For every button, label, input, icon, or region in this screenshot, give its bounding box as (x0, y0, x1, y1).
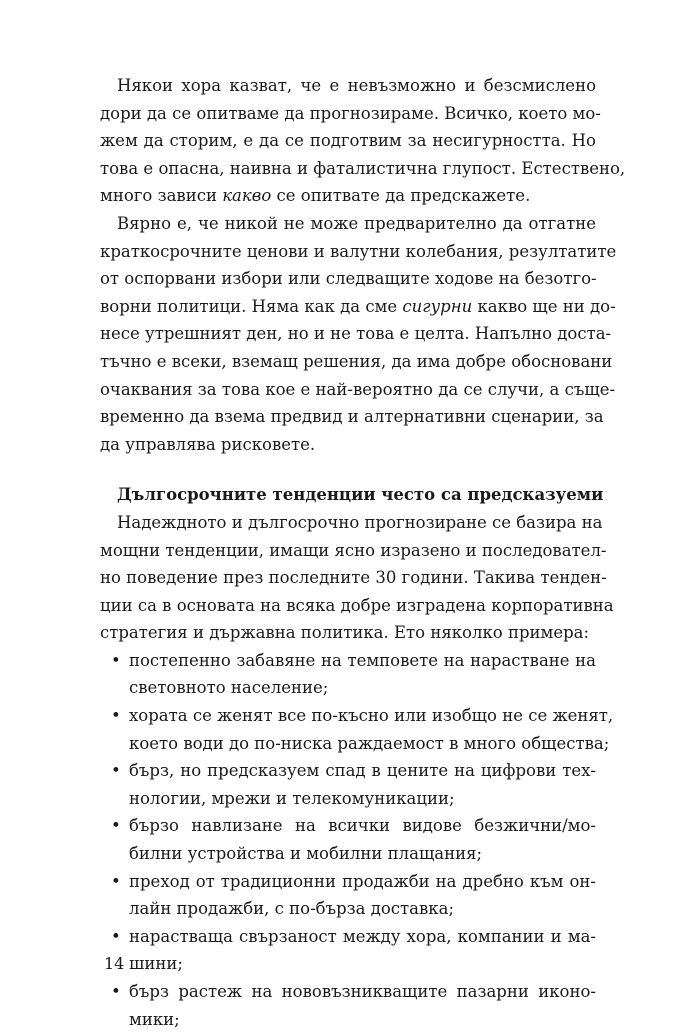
text-line: • постепенно забавяне на темповете на нарастване на (129, 650, 596, 670)
text-line: • бърз растеж на нововъзникващите пазарни иконо- (129, 982, 596, 1001)
text-line: очаквания за това кое е най-вероятно да се случи, а съще- (100, 379, 616, 399)
list-item (105, 647, 596, 702)
paragraph-2 (100, 210, 617, 458)
text-line: тъчно е всеки, вземащ решения, да има добре обосновани (100, 351, 613, 371)
text-line: Някои хора казват, че е невъзможно и безсмислено (117, 76, 596, 95)
text-line: това е опасна, наивна и фаталистична глупост. Естествено, (100, 158, 626, 178)
list-item (105, 978, 596, 1033)
text-line: временно да взема предвид и алтернативни сценарии, за (100, 407, 604, 427)
text-line: мощни тенденции, имащи ясно изразено и последовател- (100, 540, 607, 560)
text-line: • нарастваща свързаност между хора, компании и ма- (129, 926, 596, 946)
paragraph-3 (100, 509, 614, 647)
emphasis-text: какво (222, 186, 272, 206)
paragraph-1 (100, 72, 626, 210)
list-item (105, 923, 596, 978)
page-number: 14 (104, 954, 125, 973)
text-line: краткосрочните ценови и валутни колебания, резултатите (100, 241, 617, 261)
text-line (100, 182, 596, 210)
text-line: • бързо навлизане на всички видове безжични/мо- (129, 816, 596, 836)
text-line (100, 293, 616, 321)
emphasis-text: сигурни (402, 296, 473, 316)
text-line: • хората се женят все по-късно или изобщо не се женят, (129, 706, 614, 726)
text-line: което води до по-ниска раждаемост в много общества; (129, 733, 610, 753)
text-line: Вярно е, че никой не може предварително да отгатне (117, 213, 596, 233)
text-line: да управлява рисковете. (100, 434, 316, 454)
text-line: билни устройства и мобилни плащания; (129, 844, 483, 864)
text-line: мики; (129, 1009, 180, 1029)
examples-list (100, 647, 614, 1033)
text-line: лайн продажби, с по-бърза доставка; (129, 899, 455, 919)
text-line: • преход от традиционни продажби на дребно към он- (129, 871, 596, 891)
text-line: • бърз, но предсказуем спад в цените на цифрови тех- (129, 761, 596, 781)
text-line: стратегия и държавна политика. Ето няколко примера: (100, 623, 590, 643)
text-line: нологии, мрежи и телекомуникации; (129, 788, 455, 808)
text-line: но поведение през последните 30 години. Такива тенден- (100, 568, 607, 588)
list-item (105, 757, 596, 812)
text-fragment: много зависи (100, 186, 223, 206)
text-fragment: се опитвате да предскажете. (271, 186, 531, 206)
text-line: несе утрешният ден, но и не това е целта. Напълно доста- (100, 324, 612, 344)
text-line: шини; (129, 954, 183, 974)
text-line: от оспорвани избори или следващите ходове на безотго- (100, 269, 597, 289)
list-item (105, 812, 596, 867)
text-fragment: ворни политици. Няма как да сме (100, 296, 403, 316)
section-heading: Дългосрочните тенденции често са предсказуеми (117, 485, 604, 505)
text-line: жем да сторим, е да се подготвим за несигурността. Но (100, 131, 596, 151)
list-item (105, 868, 596, 923)
text-line: дори да се опитваме да прогнозираме. Всичко, което мо- (100, 103, 601, 123)
text-line: световното население; (129, 678, 329, 698)
text-line: Надеждното и дългосрочно прогнозиране се базира на (117, 512, 603, 532)
list-item (105, 702, 614, 757)
text-line: ции са в основата на всяка добре изградена корпоративна (100, 595, 614, 615)
text-fragment: какво ще ни до- (472, 296, 616, 316)
